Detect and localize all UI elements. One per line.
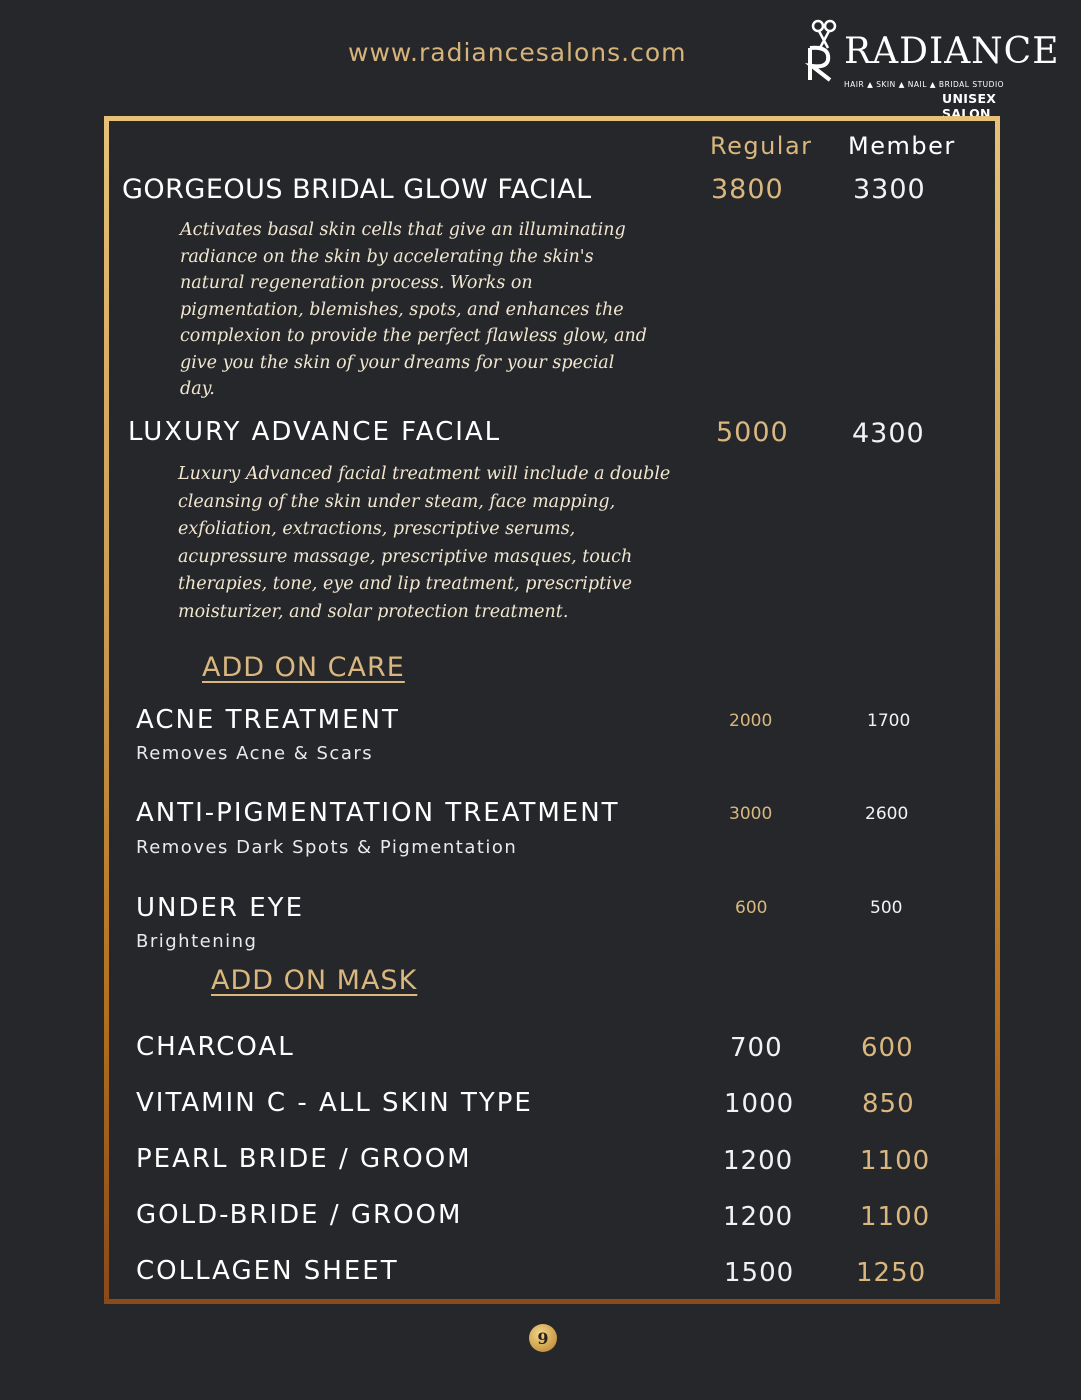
add-on-care-heading: ADD ON CARE: [202, 652, 405, 683]
care-item-name: UNDER EYE: [136, 893, 304, 923]
logo-tagline: HAIR ▲ SKIN ▲ NAIL ▲ BRIDAL STUDIO: [844, 80, 1005, 89]
scissors-logo-icon: [800, 18, 844, 84]
care-item-subtitle: Brightening: [136, 931, 258, 952]
member-column-header: Member: [848, 132, 956, 160]
care-member-price: 500: [870, 898, 903, 918]
care-item-subtitle: Removes Dark Spots & Pigmentation: [136, 837, 518, 858]
facial-regular-price: 3800: [711, 174, 784, 205]
mask-member-price: 1100: [860, 1202, 931, 1232]
facial-name: LUXURY ADVANCE FACIAL: [128, 417, 502, 447]
care-item-subtitle: Removes Acne & Scars: [136, 743, 374, 764]
mask-item-name: COLLAGEN SHEET: [136, 1256, 399, 1286]
care-member-price: 1700: [867, 711, 911, 731]
facial-name: GORGEOUS BRIDAL GLOW FACIAL: [122, 174, 592, 205]
website-url[interactable]: www.radiancesalons.com: [348, 38, 687, 67]
radiance-logo: [800, 16, 1060, 121]
care-item-name: ANTI-PIGMENTATION TREATMENT: [136, 798, 620, 828]
facial-description: Activates basal skin cells that give an illuminating radiance on the skin by accelerating the skin's natural regeneration process. Works on pigmentation, blemishes, spots, and enhances the complexion to provide the perfect flawless glow, and give you the skin of your dreams for your special day.: [180, 220, 647, 399]
facial-regular-price: 5000: [716, 417, 789, 448]
regular-column-header: Regular: [710, 132, 813, 160]
facial-member-price: 4300: [852, 418, 925, 449]
care-item-name: ACNE TREATMENT: [136, 705, 400, 735]
logo-wordmark: RADIANCE: [844, 31, 1060, 72]
mask-member-price: 1250: [856, 1258, 927, 1288]
mask-member-price: 600: [861, 1033, 914, 1063]
care-regular-price: 3000: [729, 804, 773, 824]
care-member-price: 2600: [865, 804, 909, 824]
mask-regular-price: 700: [730, 1033, 783, 1063]
mask-member-price: 1100: [860, 1146, 931, 1176]
facial-member-price: 3300: [853, 174, 926, 205]
logo-unisex: UNISEX SALON: [942, 91, 997, 121]
mask-item-name: CHARCOAL: [136, 1032, 295, 1062]
facial-description: Luxury Advanced facial treatment will include a double cleansing of the skin under steam, face mapping, exfoliation, extractions, prescriptive serums, acupressure massage, prescriptive masques, touch therapies, tone, eye and lip treatment, prescriptive moisturizer, and solar protection treatment.: [178, 464, 671, 622]
mask-regular-price: 1200: [723, 1202, 794, 1232]
care-regular-price: 2000: [729, 711, 773, 731]
add-on-mask-heading: ADD ON MASK: [211, 965, 418, 996]
mask-item-name: VITAMIN C - ALL SKIN TYPE: [136, 1088, 533, 1118]
page-number: 9: [529, 1324, 557, 1352]
mask-regular-price: 1200: [723, 1146, 794, 1176]
mask-member-price: 850: [862, 1089, 915, 1119]
mask-regular-price: 1000: [724, 1089, 795, 1119]
mask-regular-price: 1500: [724, 1258, 795, 1288]
mask-item-name: PEARL BRIDE / GROOM: [136, 1144, 472, 1174]
mask-item-name: GOLD-BRIDE / GROOM: [136, 1200, 463, 1230]
care-regular-price: 600: [735, 898, 768, 918]
